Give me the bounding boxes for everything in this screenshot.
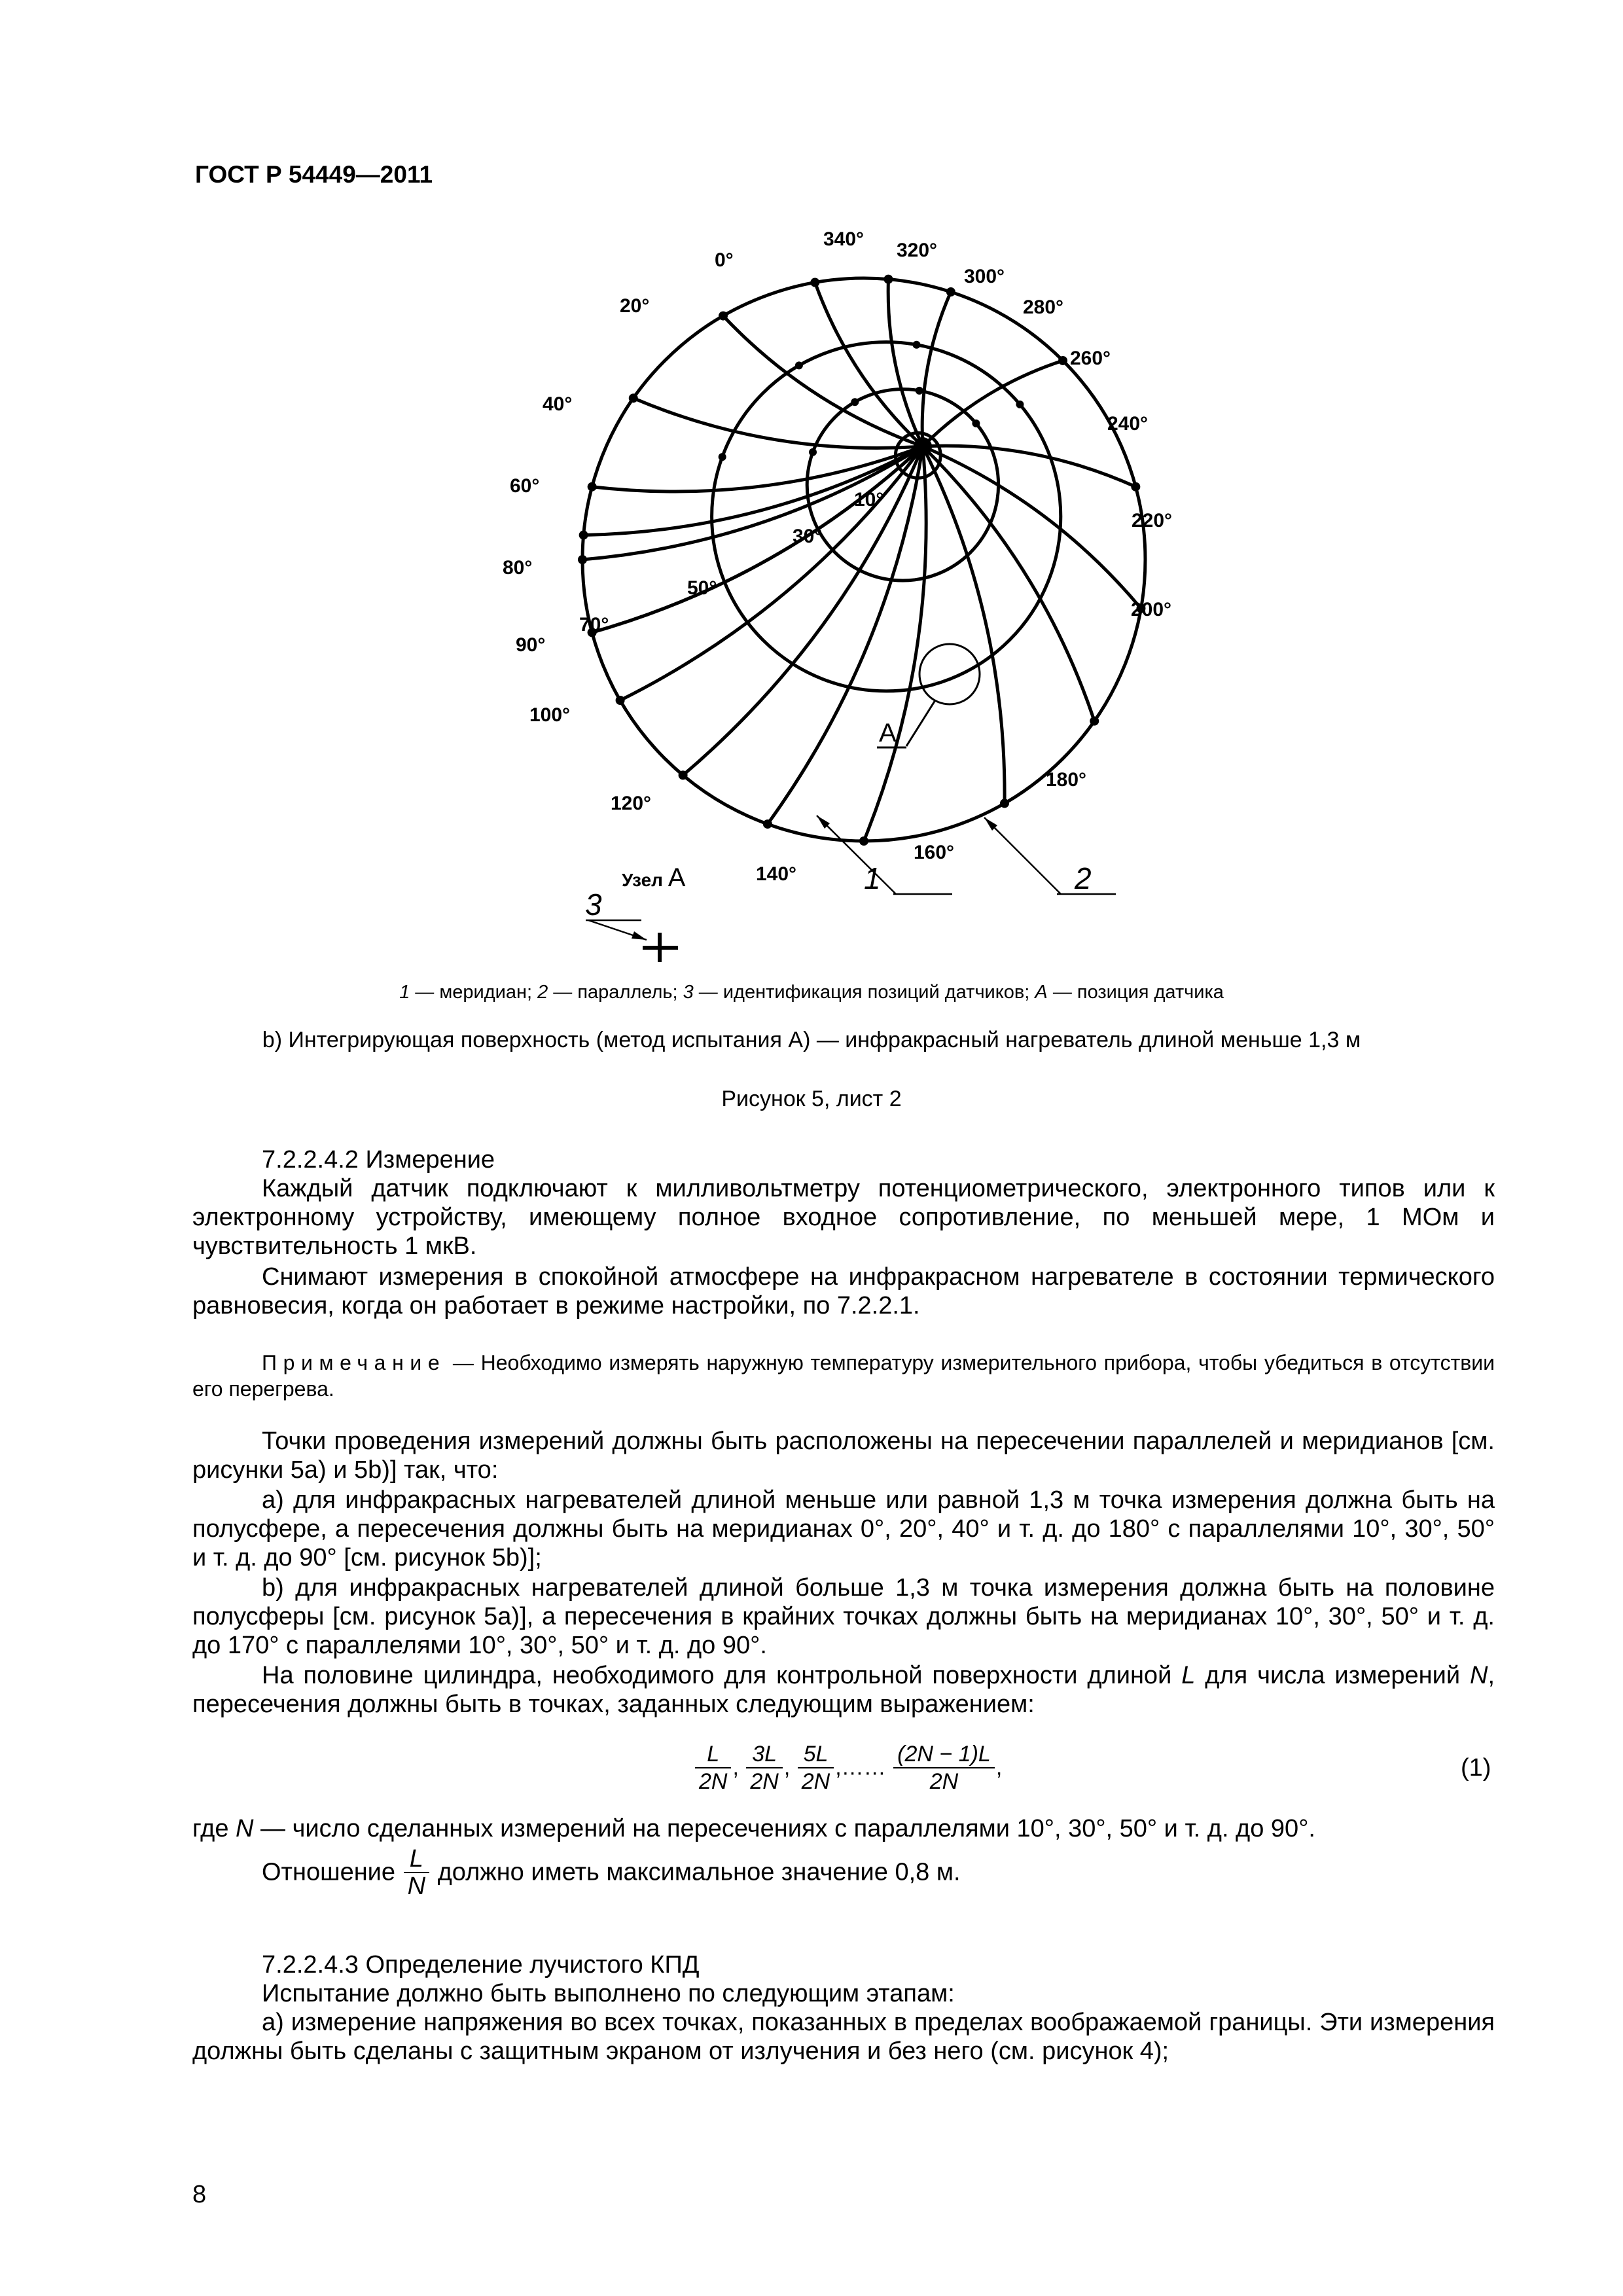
meridian-label-90: 90° [516,634,546,656]
parallel-label-70: 70° [579,614,609,636]
rim-dot-10 [1090,717,1099,726]
meridian-label-100: 100° [529,704,571,726]
meridian-label-220: 220° [1132,510,1173,531]
rim-dot-8 [1131,482,1140,492]
list-item-voltage: а) измерение напряжения во всех точках, показанных в пределах воображаемой границы. Эти измерения должны быть сделаны с защитным экраном от излучения и без него (см. рисунок 4); [192,2009,1495,2065]
callout-2: 2 [1075,861,1092,895]
rim-dot-3 [719,312,728,321]
equation-number: (1) [1461,1754,1491,1782]
rim-dot-11 [1000,798,1009,808]
meridian-label-180: 180° [1046,769,1087,791]
list-item-b: b) для инфракрасных нагревателей длиной больше 1,3 м точка измерения должна быть на половине полусферы [см. рисунок 5а)], а пересечения в крайних точках должны быть на меридианах 10°, 30°, 50° и т. д. до 170° с параллелями 10°, 30°, 50° и т. д. до 90°. [192,1574,1495,1659]
page-number: 8 [192,2181,207,2208]
pole-dot [914,437,932,456]
meridian-11 [923,446,1005,803]
hemisphere-diagram [497,216,1217,962]
ratio-line: Отношение $\frac{L}{N}$ должно иметь максимальное значение 0,8 м. [262,1845,961,1900]
rim-dot-12 [859,836,868,846]
meridian-label-340: 340° [823,228,865,250]
rim-dot-17 [578,555,587,564]
parallel-labels [579,489,883,636]
meridian-label-20: 20° [620,295,650,317]
dot-p30-3 [972,420,980,427]
subfigure-caption: b) Интегрирующая поверхность (метод испытания А) — инфракрасный нагреватель длиной меньше 1,3 м [262,1028,1361,1052]
rim-dot-14 [679,770,688,780]
rim-dot-6 [946,287,955,296]
meridian-label-40: 40° [543,393,573,415]
list-item-a: а) для инфракрасных нагревателей длиной меньше или равной 1,3 м точка измерения должна быть на полусфере, а пересечения должны быть на меридианах 0°, 20°, 40° и т. д. до 180° с параллелями 10°, 30°, 50° и т. д. до 90° [см. рисунок 5b)]; [192,1486,1495,1571]
paragraph-measurement-conditions: Снимают измерения в спокойной атмосфере на инфракрасном нагревателе в состоянии термического равновесия, когда он работает в режиме настройки, по 7.2.2.1. [192,1263,1495,1319]
meridian-3 [723,316,923,446]
fraction-1: $\frac{L}{2N}$ [695,1741,731,1795]
rim-dot-18 [588,482,597,492]
rim-dot-7 [1058,356,1067,365]
meridian-5 [888,279,923,446]
paragraph-test-stages: Испытание должно быть выполнено по следующим этапам: [262,1980,955,2007]
meridian-label-120: 120° [611,793,652,814]
meridian-label-300: 300° [964,266,1005,287]
meridian-label-260: 260° [1070,348,1111,369]
formula-1: $\frac{L}{2N}$ , $\frac{3L}{2N}$ , $\frac{5L}{2N}$ ,…… $\frac{(2N - 1)L}{2N}$ , [694,1741,1002,1795]
rim-dot-4 [810,278,819,287]
dot-p50-2 [912,341,920,349]
meridian-label-280: 280° [1023,296,1064,318]
ratio-fraction: $\frac{L}{N}$ [404,1846,429,1899]
rim-dot-15 [616,696,625,705]
parallel-label-30: 30° [793,526,823,547]
paragraph-cylinder: На половине цилиндра, необходимого для контрольной поверхности длиной L для числа измерений N, пересечения должны быть в точках, заданных следующим выражением: [192,1662,1495,1718]
rim-dot-2 [629,393,638,403]
section-heading-measurement: 7.2.2.4.2 Измерение [262,1146,495,1174]
node-caption: Узел А [622,863,686,892]
fraction-3: $\frac{5L}{2N}$ [798,1741,834,1795]
meridian-label-0: 0° [715,249,734,271]
parallel-label-10: 10° [854,489,884,511]
figure-legend: 1 — меридиан; 2 — параллель; 3 — идентификация позиций датчиков; А — позиция датчика [399,982,1224,1003]
meridian-7 [923,361,1063,446]
paragraph-sensor-connection: Каждый датчик подключают к милливольтметру потенциометрического, электронного типов или к электронному устройству, имеющему полное входное сопротивление, по меньшей мере, 1 МОм и чувствительность 1 мкВ. [192,1175,1495,1260]
rim-dot-5 [883,275,893,284]
section-heading-efficiency: 7.2.2.4.3 Определение лучистого КПД [262,1951,700,1979]
note-paragraph: Примечание — Необходимо измерять наружную температуру измерительного прибора, чтобы убедиться в отсутствии его перегрева. [192,1351,1495,1401]
node-a-label: A [879,719,897,747]
rim-dot-1 [579,531,588,540]
callout-3: 3 [585,888,602,922]
dot-p50-0 [719,453,726,461]
paragraph-measurement-points: Точки проведения измерений должны быть расположены на пересечении параллелей и меридианов [см. рисунки 5а) и 5b)] так, что: [192,1427,1495,1484]
fraction-4: $\frac{(2N - 1)L}{2N}$ [893,1741,995,1795]
paragraph-where-n: где N — число сделанных измерений на пересечениях с параллелями 10°, 30°, 50° и т. д. до 90°. [192,1815,1315,1842]
figure-title: Рисунок 5, лист 2 [721,1086,902,1111]
rim-dot-13 [763,819,772,829]
node-a-marker [877,644,980,747]
standard-header: ГОСТ Р 54449—2011 [195,161,433,188]
dot-p30-0 [809,448,817,456]
dot-p30-2 [916,387,923,395]
callout-1: 1 [864,861,881,895]
meridian-label-60: 60° [510,475,540,497]
dot-p50-3 [1016,401,1024,408]
parallel-label-50: 50° [687,577,717,599]
meridian-label-140: 140° [756,863,797,885]
parallel-50 [712,342,1061,691]
fraction-2: $\frac{3L}{2N}$ [746,1741,782,1795]
meridian-label-80: 80° [503,557,533,579]
meridian-label-320: 320° [897,240,938,261]
meridian-label-160: 160° [914,842,955,863]
meridian-label-240: 240° [1107,413,1149,435]
meridian-label-200: 200° [1131,599,1172,620]
dot-p30-1 [851,398,859,406]
meridian-2 [633,398,923,448]
dot-p50-1 [795,361,803,369]
